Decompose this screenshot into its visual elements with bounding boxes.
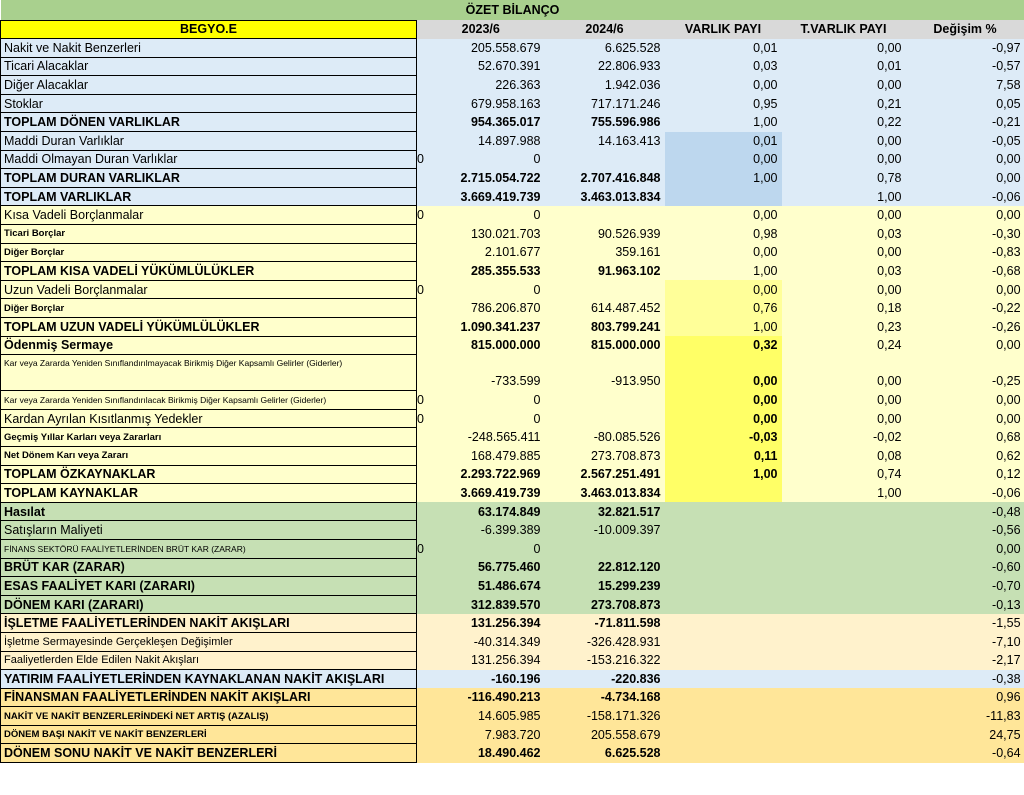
row-label: Stoklar: [1, 94, 417, 113]
table-row: [1, 57, 1024, 76]
table-row: [1, 428, 1024, 447]
degisim-cell: 0,00: [906, 169, 1024, 188]
degisim-cell: -2,17: [906, 651, 1024, 670]
t-varlik-payi-cell: 0,08: [782, 446, 906, 465]
row-label: ESAS FAALİYET KARI (ZARARI): [1, 577, 417, 596]
table-row: [1, 484, 1024, 503]
year2-cell: -326.428.931: [545, 632, 665, 651]
year1-cell: 51.486.674: [417, 577, 545, 596]
varlik-payi-cell: 0,95: [665, 94, 782, 113]
zero-value: 0: [417, 152, 424, 167]
row-label: Maddi Duran Varlıklar: [1, 132, 417, 151]
degisim-cell: 7,58: [906, 76, 1024, 95]
year1-cell: -248.565.411: [417, 428, 545, 447]
year1-cell: 226.363: [417, 76, 545, 95]
year1-cell: 2.715.054.722: [417, 169, 545, 188]
year1-cell: 786.206.870: [417, 299, 545, 318]
t-varlik-payi-cell: 0,78: [782, 169, 906, 188]
row-label: Maddi Olmayan Duran Varlıklar: [1, 150, 417, 169]
degisim-cell: -0,25: [906, 355, 1024, 391]
t-varlik-payi-cell: 0,21: [782, 94, 906, 113]
year1-cell: 3.669.419.739: [417, 187, 545, 206]
row-label: DÖNEM KARI (ZARARI): [1, 595, 417, 614]
t-varlik-payi-cell: 0,00: [782, 243, 906, 262]
zero-value: 0: [417, 411, 424, 426]
zero-value: 0: [417, 541, 424, 556]
table-row: [1, 150, 1024, 169]
degisim-cell: 0,96: [906, 688, 1024, 707]
year2-cell: [545, 539, 665, 558]
t-varlik-payi-cell: [782, 744, 906, 763]
degisim-cell: 0,00: [906, 206, 1024, 225]
row-label: TOPLAM UZUN VADELİ YÜKÜMLÜLÜKLER: [1, 318, 417, 337]
varlik-payi-cell: [665, 614, 782, 633]
varlik-payi-cell: [665, 744, 782, 763]
year1-cell: 14.897.988: [417, 132, 545, 151]
year1-cell: 18.490.462: [417, 744, 545, 763]
degisim-cell: -0,13: [906, 595, 1024, 614]
degisim-cell: -0,57: [906, 57, 1024, 76]
year2-cell: 3.463.013.834: [545, 484, 665, 503]
row-label: Geçmiş Yıllar Karları veya Zararları: [1, 428, 417, 447]
t-varlik-payi-cell: 0,00: [782, 39, 906, 58]
row-label: FİNANSMAN FAALİYETLERİNDEN NAKİT AKIŞLARI: [1, 688, 417, 707]
varlik-payi-cell: 0,32: [665, 336, 782, 355]
varlik-payi-cell: 0,00: [665, 243, 782, 262]
header-row: [1, 20, 1024, 39]
degisim-cell: 0,00: [906, 280, 1024, 299]
year2-cell: 2.567.251.491: [545, 465, 665, 484]
year1-cell: -6.399.389: [417, 521, 545, 540]
t-varlik-payi-cell: 0,01: [782, 57, 906, 76]
year2-cell: 91.963.102: [545, 262, 665, 281]
row-label: TOPLAM KAYNAKLAR: [1, 484, 417, 503]
table-row: [1, 707, 1024, 726]
t-varlik-payi-cell: [782, 670, 906, 689]
table-row: [1, 113, 1024, 132]
year2-cell: 803.799.241: [545, 318, 665, 337]
year1-cell: 52.670.391: [417, 57, 545, 76]
degisim-cell: 0,68: [906, 428, 1024, 447]
degisim-cell: -0,48: [906, 502, 1024, 521]
row-label: Kısa Vadeli Borçlanmalar: [1, 206, 417, 225]
degisim-cell: -0,21: [906, 113, 1024, 132]
row-label: İşletme Sermayesinde Gerçekleşen Değişimler: [1, 632, 417, 651]
table-row: [1, 521, 1024, 540]
table-row: [1, 577, 1024, 596]
t-varlik-payi-header: T.VARLIK PAYI: [782, 20, 906, 39]
year2-cell: 717.171.246: [545, 94, 665, 113]
varlik-payi-cell: -0,03: [665, 428, 782, 447]
table-row: [1, 595, 1024, 614]
t-varlik-payi-cell: 0,18: [782, 299, 906, 318]
year2-cell: [545, 280, 665, 299]
table-row: [1, 76, 1024, 95]
degisim-cell: -0,26: [906, 318, 1024, 337]
year2-cell: 273.708.873: [545, 595, 665, 614]
year1-cell: -160.196: [417, 670, 545, 689]
row-label: Ticari Alacaklar: [1, 57, 417, 76]
year1-value: 0: [533, 152, 541, 167]
varlik-payi-header: VARLIK PAYI: [665, 20, 782, 39]
varlik-payi-cell: 0,01: [665, 132, 782, 151]
year1-cell: 14.605.985: [417, 707, 545, 726]
table-row: [1, 206, 1024, 225]
row-label: YATIRIM FAALİYETLERİNDEN KAYNAKLANAN NAKİT AKIŞLARI: [1, 670, 417, 689]
row-label: Diğer Alacaklar: [1, 76, 417, 95]
zero-value: 0: [417, 392, 424, 407]
t-varlik-payi-cell: [782, 539, 906, 558]
table-row: [1, 614, 1024, 633]
varlik-payi-cell: 0,11: [665, 446, 782, 465]
year2-cell: 359.161: [545, 243, 665, 262]
row-label: Uzun Vadeli Borçlanmalar: [1, 280, 417, 299]
year1-cell: -116.490.213: [417, 688, 545, 707]
degisim-cell: -7,10: [906, 632, 1024, 651]
row-label: İŞLETME FAALİYETLERİNDEN NAKİT AKIŞLARI: [1, 614, 417, 633]
table-row: [1, 355, 1024, 391]
year1-cell: 56.775.460: [417, 558, 545, 577]
t-varlik-payi-cell: 0,23: [782, 318, 906, 337]
row-label: DÖNEM SONU NAKİT VE NAKİT BENZERLERİ: [1, 744, 417, 763]
year1-cell: 2.101.677: [417, 243, 545, 262]
varlik-payi-cell: [665, 187, 782, 206]
table-row: [1, 169, 1024, 188]
year2-cell: 2.707.416.848: [545, 169, 665, 188]
year1-value: 0: [533, 392, 541, 407]
varlik-payi-cell: [665, 632, 782, 651]
degisim-cell: -0,68: [906, 262, 1024, 281]
t-varlik-payi-cell: [782, 651, 906, 670]
row-label: Kardan Ayrılan Kısıtlanmış Yedekler: [1, 409, 417, 428]
varlik-payi-cell: [665, 558, 782, 577]
varlik-payi-cell: 0,00: [665, 280, 782, 299]
year2-cell: -4.734.168: [545, 688, 665, 707]
degisim-cell: 0,05: [906, 94, 1024, 113]
degisim-cell: 0,12: [906, 465, 1024, 484]
degisim-cell: -0,97: [906, 39, 1024, 58]
year1-cell: 130.021.703: [417, 225, 545, 244]
degisim-cell: 0,00: [906, 409, 1024, 428]
varlik-payi-cell: 0,00: [665, 206, 782, 225]
year1-value: 0: [533, 208, 541, 223]
varlik-payi-cell: 0,98: [665, 225, 782, 244]
varlik-payi-cell: [665, 651, 782, 670]
varlik-payi-cell: 0,01: [665, 39, 782, 58]
table-body: [1, 39, 1024, 763]
degisim-cell: -0,06: [906, 484, 1024, 503]
year1-header: 2023/6: [417, 20, 545, 39]
degisim-cell: -0,83: [906, 243, 1024, 262]
degisim-cell: -0,05: [906, 132, 1024, 151]
varlik-payi-cell: 1,00: [665, 465, 782, 484]
year2-cell: 755.596.986: [545, 113, 665, 132]
varlik-payi-cell: 0,03: [665, 57, 782, 76]
zero-value: 0: [417, 282, 424, 297]
year2-cell: -158.171.326: [545, 707, 665, 726]
degisim-cell: 0,00: [906, 336, 1024, 355]
year1-cell: [417, 539, 545, 558]
year1-cell: [417, 391, 545, 410]
year2-cell: 815.000.000: [545, 336, 665, 355]
ticker-header: BEGYO.E: [1, 20, 417, 39]
table-row: [1, 132, 1024, 151]
table-row: [1, 336, 1024, 355]
t-varlik-payi-cell: [782, 614, 906, 633]
row-label: Diğer Borçlar: [1, 299, 417, 318]
t-varlik-payi-cell: [782, 577, 906, 596]
year2-cell: [545, 206, 665, 225]
table-row: [1, 670, 1024, 689]
row-label: Ödenmiş Sermaye: [1, 336, 417, 355]
degisim-cell: -0,70: [906, 577, 1024, 596]
varlik-payi-cell: 0,00: [665, 76, 782, 95]
year1-cell: 168.479.885: [417, 446, 545, 465]
t-varlik-payi-cell: -0,02: [782, 428, 906, 447]
year2-cell: 32.821.517: [545, 502, 665, 521]
year1-cell: [417, 206, 545, 225]
year1-cell: 131.256.394: [417, 651, 545, 670]
table-row: [1, 280, 1024, 299]
degisim-cell: -11,83: [906, 707, 1024, 726]
year1-cell: 131.256.394: [417, 614, 545, 633]
table-row: [1, 187, 1024, 206]
t-varlik-payi-cell: 0,00: [782, 355, 906, 391]
row-label: TOPLAM DURAN VARLIKLAR: [1, 169, 417, 188]
varlik-payi-cell: 0,00: [665, 409, 782, 428]
varlik-payi-cell: 0,00: [665, 150, 782, 169]
t-varlik-payi-cell: 0,74: [782, 465, 906, 484]
year1-cell: 3.669.419.739: [417, 484, 545, 503]
year1-cell: 312.839.570: [417, 595, 545, 614]
year1-cell: 285.355.533: [417, 262, 545, 281]
year1-cell: [417, 280, 545, 299]
table-title: ÖZET BİLANÇO: [1, 0, 1024, 20]
t-varlik-payi-cell: [782, 707, 906, 726]
year1-cell: 7.983.720: [417, 725, 545, 744]
row-label: TOPLAM ÖZKAYNAKLAR: [1, 465, 417, 484]
year2-cell: [545, 391, 665, 410]
degisim-cell: -0,60: [906, 558, 1024, 577]
degisim-cell: -0,56: [906, 521, 1024, 540]
table-row: [1, 409, 1024, 428]
t-varlik-payi-cell: [782, 521, 906, 540]
year1-cell: 679.958.163: [417, 94, 545, 113]
table-row: [1, 391, 1024, 410]
table-row: [1, 299, 1024, 318]
t-varlik-payi-cell: 0,00: [782, 206, 906, 225]
row-label: Kar veya Zararda Yeniden Sınıflandırılmayacak Birikmiş Diğer Kapsamlı Gelirler (Giderler): [1, 355, 417, 391]
varlik-payi-cell: 1,00: [665, 113, 782, 132]
year2-cell: -80.085.526: [545, 428, 665, 447]
t-varlik-payi-cell: [782, 725, 906, 744]
varlik-payi-cell: [665, 707, 782, 726]
varlik-payi-cell: [665, 521, 782, 540]
year2-cell: 6.625.528: [545, 744, 665, 763]
varlik-payi-cell: 1,00: [665, 318, 782, 337]
t-varlik-payi-cell: [782, 595, 906, 614]
row-label: Kar veya Zararda Yeniden Sınıflandırılacak Birikmiş Diğer Kapsamlı Gelirler (Giderler): [1, 391, 417, 410]
table-row: [1, 446, 1024, 465]
t-varlik-payi-cell: 0,24: [782, 336, 906, 355]
table-row: [1, 318, 1024, 337]
year1-cell: 2.293.722.969: [417, 465, 545, 484]
t-varlik-payi-cell: 1,00: [782, 187, 906, 206]
year2-cell: 614.487.452: [545, 299, 665, 318]
row-label: Faaliyetlerden Elde Edilen Nakit Akışları: [1, 651, 417, 670]
varlik-payi-cell: 1,00: [665, 169, 782, 188]
zero-value: 0: [417, 208, 424, 223]
row-label: DÖNEM BAŞI NAKİT VE NAKİT BENZERLERİ: [1, 725, 417, 744]
year1-cell: 815.000.000: [417, 336, 545, 355]
varlik-payi-cell: [665, 725, 782, 744]
year2-cell: 22.806.933: [545, 57, 665, 76]
t-varlik-payi-cell: 0,00: [782, 132, 906, 151]
t-varlik-payi-cell: 0,03: [782, 262, 906, 281]
degisim-cell: 0,00: [906, 539, 1024, 558]
t-varlik-payi-cell: 0,00: [782, 280, 906, 299]
table-row: [1, 243, 1024, 262]
row-label: Net Dönem Karı veya Zararı: [1, 446, 417, 465]
year2-cell: 14.163.413: [545, 132, 665, 151]
degisim-cell: -0,38: [906, 670, 1024, 689]
degisim-cell: -0,64: [906, 744, 1024, 763]
year1-cell: -40.314.349: [417, 632, 545, 651]
year1-value: 0: [533, 541, 541, 556]
year1-cell: 1.090.341.237: [417, 318, 545, 337]
degisim-cell: -0,06: [906, 187, 1024, 206]
table-row: [1, 744, 1024, 763]
varlik-payi-cell: [665, 670, 782, 689]
t-varlik-payi-cell: [782, 632, 906, 651]
t-varlik-payi-cell: [782, 688, 906, 707]
varlik-payi-cell: [665, 688, 782, 707]
year2-cell: 15.299.239: [545, 577, 665, 596]
title-row: [1, 0, 1024, 20]
table-row: [1, 262, 1024, 281]
t-varlik-payi-cell: 0,00: [782, 409, 906, 428]
year1-cell: [417, 150, 545, 169]
varlik-payi-cell: [665, 595, 782, 614]
year2-cell: -913.950: [545, 355, 665, 391]
table-row: [1, 725, 1024, 744]
t-varlik-payi-cell: 0,03: [782, 225, 906, 244]
row-label: BRÜT KAR (ZARAR): [1, 558, 417, 577]
row-label: FİNANS SEKTÖRÜ FAALİYETLERİNDEN BRÜT KAR (ZARAR): [1, 539, 417, 558]
year1-cell: 205.558.679: [417, 39, 545, 58]
table-row: [1, 558, 1024, 577]
degisim-cell: 0,00: [906, 150, 1024, 169]
year1-value: 0: [533, 411, 541, 426]
degisim-cell: -0,22: [906, 299, 1024, 318]
year2-cell: -220.836: [545, 670, 665, 689]
year2-cell: -71.811.598: [545, 614, 665, 633]
table-row: [1, 94, 1024, 113]
varlik-payi-cell: [665, 502, 782, 521]
row-label: Satışların Maliyeti: [1, 521, 417, 540]
t-varlik-payi-cell: [782, 558, 906, 577]
row-label: Ticari Borçlar: [1, 225, 417, 244]
year2-cell: 3.463.013.834: [545, 187, 665, 206]
varlik-payi-cell: 1,00: [665, 262, 782, 281]
year2-header: 2024/6: [545, 20, 665, 39]
t-varlik-payi-cell: 1,00: [782, 484, 906, 503]
table-row: [1, 502, 1024, 521]
year2-cell: [545, 409, 665, 428]
table-row: [1, 632, 1024, 651]
table-row: [1, 465, 1024, 484]
year1-value: 0: [533, 282, 541, 297]
degisim-header: Değişim %: [906, 20, 1024, 39]
row-label: Nakit ve Nakit Benzerleri: [1, 39, 417, 58]
t-varlik-payi-cell: [782, 502, 906, 521]
year2-cell: 6.625.528: [545, 39, 665, 58]
degisim-cell: 0,00: [906, 391, 1024, 410]
degisim-cell: -1,55: [906, 614, 1024, 633]
year2-cell: [545, 150, 665, 169]
row-label: TOPLAM VARLIKLAR: [1, 187, 417, 206]
table-row: [1, 39, 1024, 58]
row-label: TOPLAM KISA VADELİ YÜKÜMLÜLÜKLER: [1, 262, 417, 281]
year1-cell: 954.365.017: [417, 113, 545, 132]
year1-cell: -733.599: [417, 355, 545, 391]
t-varlik-payi-cell: 0,00: [782, 150, 906, 169]
year1-cell: 63.174.849: [417, 502, 545, 521]
row-label: TOPLAM DÖNEN VARLIKLAR: [1, 113, 417, 132]
degisim-cell: 24,75: [906, 725, 1024, 744]
table-row: [1, 651, 1024, 670]
year2-cell: 1.942.036: [545, 76, 665, 95]
row-label: Diğer Borçlar: [1, 243, 417, 262]
varlik-payi-cell: 0,00: [665, 391, 782, 410]
table-row: [1, 225, 1024, 244]
row-label: Hasılat: [1, 502, 417, 521]
year2-cell: 205.558.679: [545, 725, 665, 744]
row-label: NAKİT VE NAKİT BENZERLERİNDEKİ NET ARTIŞ (AZALIŞ): [1, 707, 417, 726]
varlik-payi-cell: [665, 577, 782, 596]
year2-cell: 273.708.873: [545, 446, 665, 465]
table-row: [1, 539, 1024, 558]
table-row: [1, 688, 1024, 707]
year2-cell: -10.009.397: [545, 521, 665, 540]
varlik-payi-cell: 0,76: [665, 299, 782, 318]
degisim-cell: 0,62: [906, 446, 1024, 465]
year2-cell: 22.812.120: [545, 558, 665, 577]
year1-cell: [417, 409, 545, 428]
t-varlik-payi-cell: 0,00: [782, 76, 906, 95]
varlik-payi-cell: [665, 484, 782, 503]
year2-cell: 90.526.939: [545, 225, 665, 244]
t-varlik-payi-cell: 0,00: [782, 391, 906, 410]
t-varlik-payi-cell: 0,22: [782, 113, 906, 132]
varlik-payi-cell: [665, 539, 782, 558]
varlik-payi-cell: 0,00: [665, 355, 782, 391]
degisim-cell: -0,30: [906, 225, 1024, 244]
year2-cell: -153.216.322: [545, 651, 665, 670]
